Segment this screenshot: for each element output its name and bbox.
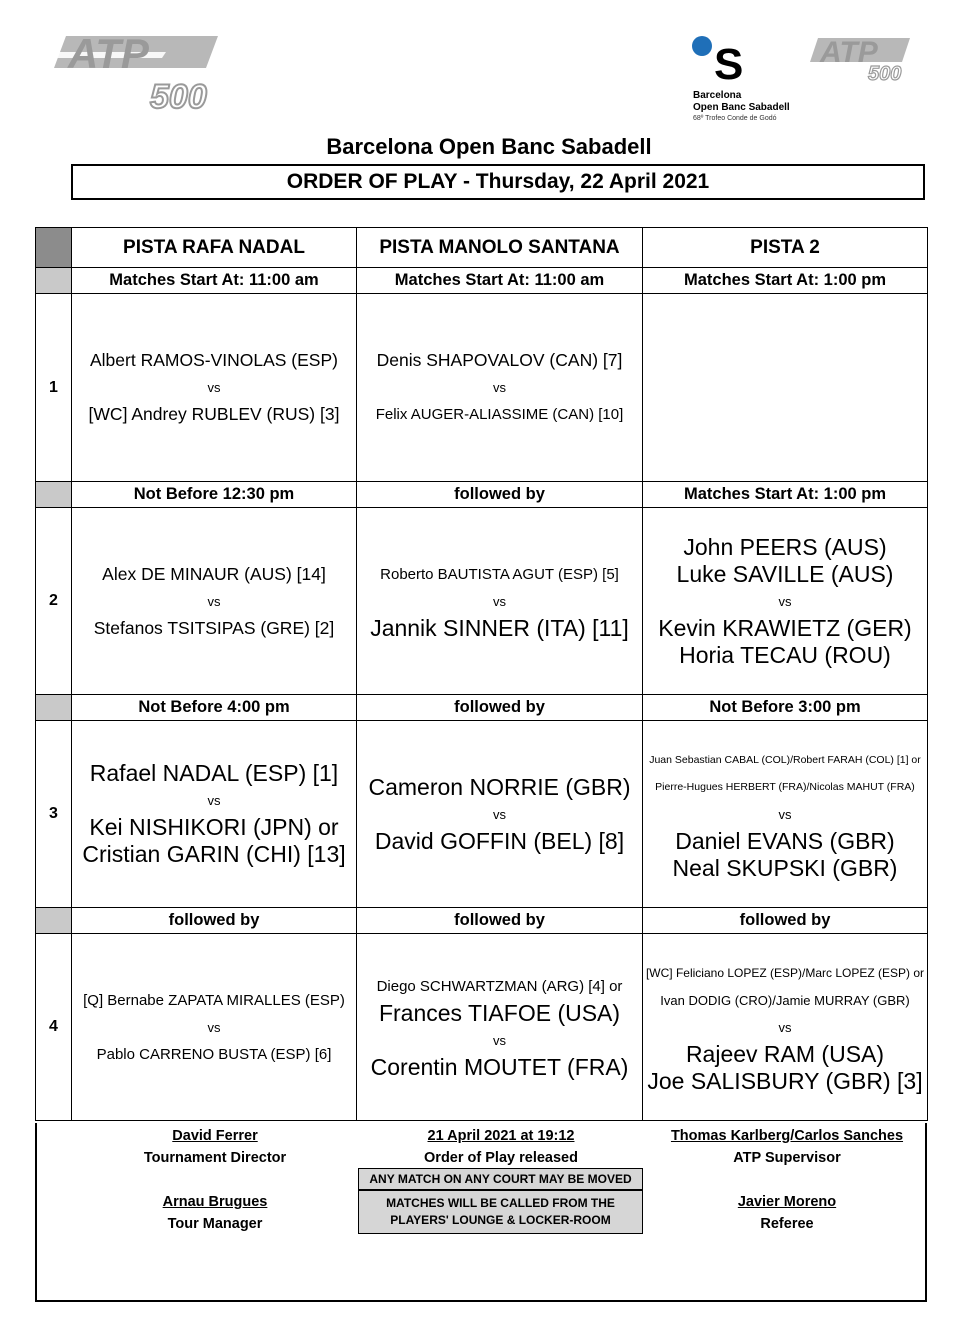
player: Kevin KRAWIETZ (GER) [658, 614, 912, 641]
player: Felix AUGER-ALIASSIME (CAN) [10] [375, 406, 624, 423]
atp-text-right: ATP [820, 36, 878, 69]
match-cell [643, 508, 928, 695]
director-title: Tournament Director [143, 1150, 287, 1166]
tournament-logos [690, 32, 920, 128]
release-date: 21 April 2021 at 19:12 [427, 1128, 575, 1144]
match-cell [72, 294, 357, 482]
row-number: 3 [36, 721, 72, 908]
player: Frances TIAFOE (USA) [378, 1000, 621, 1026]
schedule-row [36, 695, 928, 721]
supervisor-title: ATP Supervisor [733, 1150, 841, 1166]
player: Albert RAMOS-VINOLAS (ESP) [90, 350, 338, 370]
svg-text:Barcelona: Barcelona [693, 90, 742, 101]
match-row [36, 294, 928, 482]
svg-text:Open Banc Sabadell: Open Banc Sabadell [693, 102, 790, 113]
vs-label: vs [493, 806, 506, 822]
player: [WC] Andrey RUBLEV (RUS) [3] [88, 404, 340, 424]
player: Luke SAVILLE (AUS) [676, 560, 894, 587]
player: Kei NISHIKORI (JPN) or [89, 814, 339, 840]
supervisor-name: Thomas Karlberg/Carlos Sanches [670, 1128, 904, 1144]
player: Rajeev RAM (USA) [685, 1040, 885, 1067]
player: Daniel EVANS (GBR) [675, 827, 895, 854]
player: Jannik SINNER (ITA) [11] [370, 614, 629, 641]
atp-text: ATP [68, 30, 149, 77]
notice-moved: ANY MATCH ON ANY COURT MAY BE MOVED [358, 1168, 643, 1190]
player: Diego SCHWARTZMAN (ARG) [4] or [376, 978, 623, 995]
notice-called: MATCHES WILL BE CALLED FROM THE PLAYERS' LOUNGE & LOCKER-ROOM [358, 1190, 643, 1234]
schedule-note: Not Before 3:00 pm [643, 695, 928, 721]
player: [Q] Bernabe ZAPATA MIRALLES (ESP) [83, 991, 345, 1009]
player: Roberto BAUTISTA AGUT (ESP) [5] [380, 565, 619, 583]
court-header-row [36, 228, 928, 268]
match-cell [72, 934, 357, 1121]
schedule-note: followed by [357, 695, 643, 721]
vs-label: vs [493, 1033, 506, 1048]
player: Stefanos TSITSIPAS (GRE) [2] [93, 617, 335, 638]
vs-label: vs [207, 593, 221, 609]
match-cell [357, 934, 643, 1121]
footer [35, 1123, 927, 1302]
player: David GOFFIN (BEL) [8] [374, 827, 625, 854]
vs-label: vs [207, 1019, 221, 1035]
player: [WC] Feliciano LOPEZ (ESP)/Marc LOPEZ (ESP) or [645, 965, 925, 980]
sabadell-s-logo: S [714, 40, 744, 89]
footer-right [642, 1125, 932, 1235]
match-cell [643, 721, 928, 908]
referee-name: Javier Moreno [737, 1194, 837, 1210]
atp-500-logo [46, 28, 226, 114]
schedule-note: Not Before 12:30 pm [72, 482, 357, 508]
player: Alex DE MINAUR (AUS) [14] [102, 563, 326, 584]
start-time: Matches Start At: 11:00 am [357, 268, 643, 294]
player: Juan Sebastian CABAL (COL)/Robert FARAH (COL) [1] or [649, 753, 921, 766]
vs-label: vs [207, 380, 221, 395]
schedule-row [36, 908, 928, 934]
player: Pablo CARRENO BUSTA (ESP) [6] [96, 1045, 332, 1063]
match-row [36, 934, 928, 1121]
500-text: 500 [150, 78, 207, 114]
corner-cell [36, 228, 72, 268]
vs-label: vs [778, 1019, 792, 1035]
player: Rafael NADAL (ESP) [1] [89, 760, 339, 786]
tournament-title: Barcelona Open Banc Sabadell [326, 134, 652, 159]
start-time-row [36, 268, 928, 294]
schedule-note: Not Before 4:00 pm [72, 695, 357, 721]
schedule-note: followed by [72, 908, 357, 934]
schedule-note: followed by [643, 908, 928, 934]
court-name: PISTA MANOLO SANTANA [357, 228, 643, 268]
vs-label: vs [778, 593, 792, 609]
svg-text:68º Trofeo Conde de Godó: 68º Trofeo Conde de Godó [693, 115, 777, 122]
order-of-play-title: ORDER OF PLAY - Thursday, 22 April 2021 [71, 164, 925, 200]
referee-title: Referee [760, 1216, 814, 1232]
footer-center [356, 1125, 646, 1169]
court-name: PISTA 2 [643, 228, 928, 268]
row-number: 1 [36, 294, 72, 482]
schedule-note: Matches Start At: 1:00 pm [643, 482, 928, 508]
row-number: 2 [36, 508, 72, 695]
schedule-note: followed by [357, 482, 643, 508]
court-name: PISTA RAFA NADAL [72, 228, 357, 268]
schedule-note: followed by [357, 908, 643, 934]
vs-label: vs [493, 380, 506, 395]
footer-left [70, 1125, 360, 1235]
order-of-play-table [35, 227, 928, 1121]
player: Denis SHAPOVALOV (CAN) [7] [376, 350, 623, 370]
player: Joe SALISBURY (GBR) [3] [647, 1067, 923, 1094]
player: Ivan DODIG (CRO)/Jamie MURRAY (GBR) [660, 992, 910, 1008]
vs-label: vs [493, 593, 506, 609]
player: Cristian GARIN (CHI) [13] [82, 841, 346, 867]
player: John PEERS (AUS) [683, 533, 887, 560]
vs-label: vs [207, 793, 221, 808]
match-cell [72, 508, 357, 695]
director-name: David Ferrer [172, 1128, 258, 1144]
player: Horia TECAU (ROU) [679, 641, 891, 668]
player: Pierre-Hugues HERBERT (FRA)/Nicolas MAHUT (FRA) [655, 780, 915, 793]
match-cell [357, 508, 643, 695]
schedule-row [36, 482, 928, 508]
start-time: Matches Start At: 1:00 pm [643, 268, 928, 294]
row-number: 4 [36, 934, 72, 1121]
match-cell-empty [643, 294, 928, 482]
match-row [36, 721, 928, 908]
player: Neal SKUPSKI (GBR) [672, 854, 898, 881]
tennis-ball-icon [692, 36, 712, 56]
match-cell [643, 934, 928, 1121]
500-text-right: 500 [868, 63, 902, 85]
release-label: Order of Play released [424, 1150, 578, 1166]
match-cell [357, 294, 643, 482]
player: Corentin MOUTET (FRA) [370, 1054, 629, 1080]
match-cell [357, 721, 643, 908]
player: Cameron NORRIE (GBR) [368, 773, 631, 800]
manager-title: Tour Manager [167, 1216, 263, 1232]
start-time: Matches Start At: 11:00 am [72, 268, 357, 294]
match-cell [72, 721, 357, 908]
vs-label: vs [778, 806, 792, 822]
manager-name: Arnau Brugues [162, 1194, 268, 1210]
match-row [36, 508, 928, 695]
